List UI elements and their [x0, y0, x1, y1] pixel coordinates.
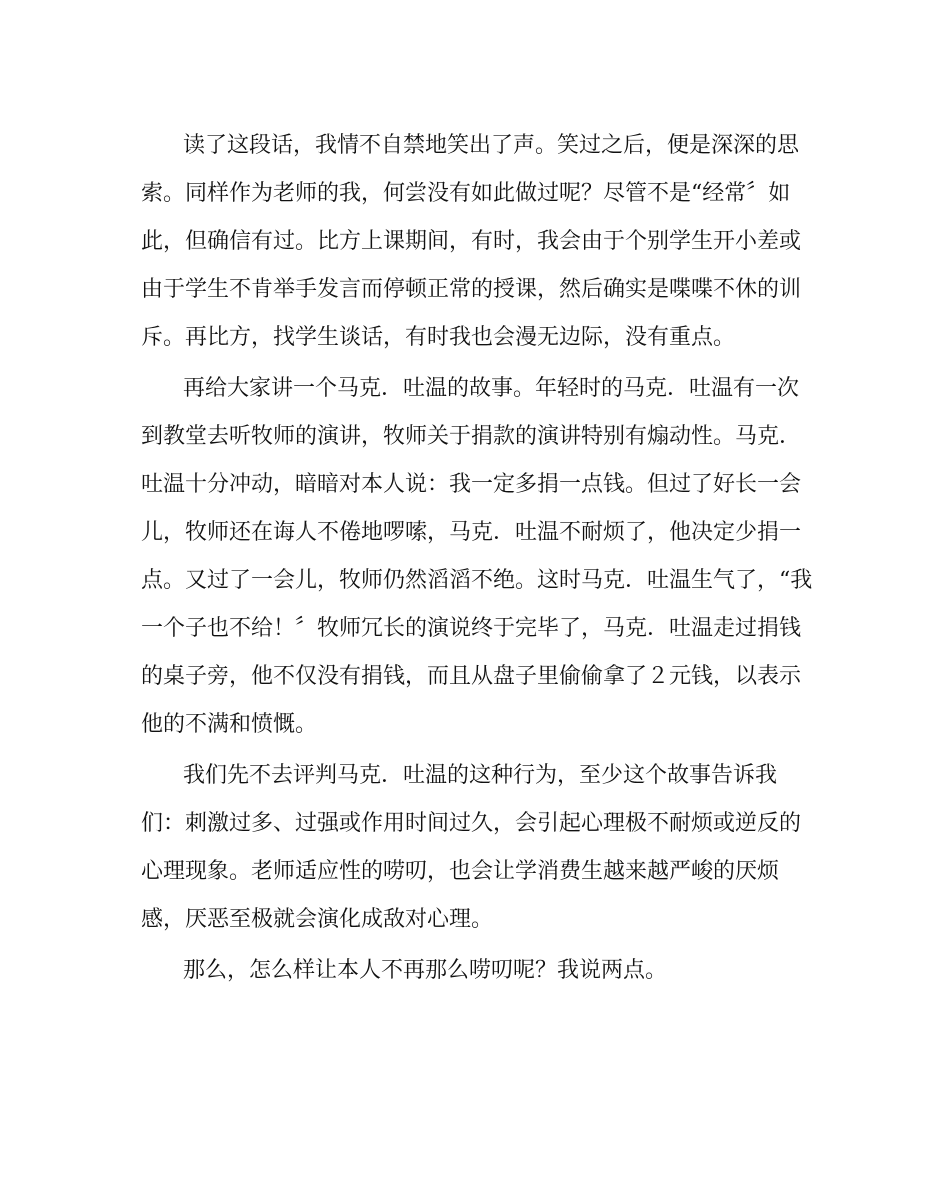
paragraph-3-line-2: 们：刺激过多、过强或作用时间过久，会引起心理极不耐烦或逆反的 [141, 811, 802, 836]
paragraph-2-line-3: 吐温十分冲动，暗暗对本人说：我一定多捐一点钱。但过了好长一会 [141, 472, 802, 497]
paragraph-2-line-4: 儿，牧师还在诲人不倦地啰嗦，马克．吐温不耐烦了，他决定少捐一 [141, 520, 802, 545]
paragraph-1-line-1: 读了这段话，我情不自禁地笑出了声。笑过之后，便是深深的思 [183, 133, 800, 158]
paragraph-2-line-5: 点。又过了一会儿，牧师仍然滔滔不绝。这时马克．吐温生气了，“我 [141, 568, 813, 593]
paragraph-2-line-2: 到教堂去听牧师的演讲，牧师关于捐款的演讲特别有煽动性。马克． [141, 424, 802, 449]
paragraph-2-line-8: 他的不满和愤慨。 [141, 712, 318, 737]
paragraph-3-line-4: 感，厌恶至极就会演化成敌对心理。 [141, 907, 494, 932]
paragraph-2-line-6: 一个子也不给！〞牧师冗长的演说终于完毕了，马克．吐温走过捐钱 [141, 616, 802, 641]
paragraph-1-line-5: 斥。再比方，找学生谈话，有时我也会漫无边际，没有重点。 [141, 325, 736, 350]
paragraph-3-line-1: 我们先不去评判马克．吐温的这种行为，至少这个故事告诉我 [183, 763, 778, 788]
paragraph-2-line-7: 的桌子旁，他不仅没有捐钱，而且从盘子里偷偷拿了２元钱，以表示 [141, 664, 802, 689]
paragraph-1-line-3: 此，但确信有过。比方上课期间，有时，我会由于个别学生开小差或 [141, 229, 802, 254]
paragraph-1-line-2: 索。同样作为老师的我，何尝没有如此做过呢？尽管不是“经常〞如 [141, 181, 791, 206]
paragraph-1-line-4: 由于学生不肯举手发言而停顿正常的授课，然后确实是喋喋不休的训 [141, 277, 802, 302]
paragraph-4-line-1: 那么，怎么样让本人不再那么唠叨呢？我说两点。 [183, 958, 668, 983]
paragraph-2-line-1: 再给大家讲一个马克．吐温的故事。年轻时的马克．吐温有一次 [183, 376, 800, 401]
paragraph-3-line-3: 心理现象。老师适应性的唠叨，也会让学消费生越来越严峻的厌烦 [141, 859, 780, 884]
